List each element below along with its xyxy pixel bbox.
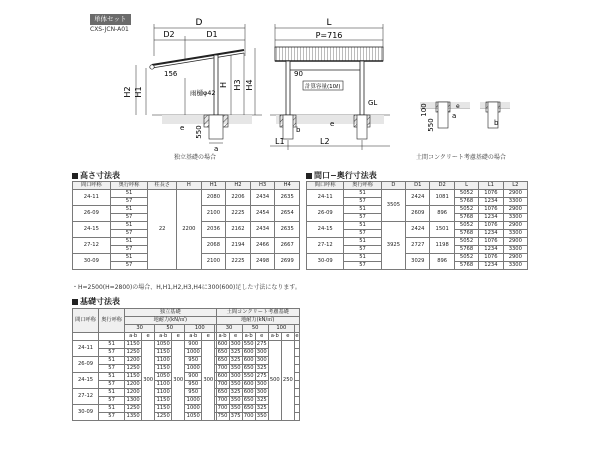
col-header: 奥行呼称 <box>99 309 125 333</box>
table-row: 30-09 51 3029 896 5052 1076 2900 <box>307 254 528 262</box>
col-header: 間口呼称 <box>73 182 111 190</box>
dim-L1: L1 <box>275 137 285 146</box>
col-header: H2 <box>226 182 251 190</box>
front-view <box>123 18 262 153</box>
table-row: 24-11 51 1150 300 1050 300 900 300 600 300 550 275 500 250 <box>73 341 300 349</box>
col-header: 奥行呼称 <box>344 182 381 190</box>
table-row: 27-12 51 2727 1198 5052 1076 2900 <box>307 238 528 246</box>
dim-H3: H3 <box>233 79 242 91</box>
dimension-diagram <box>0 0 600 170</box>
col-header: L1 <box>479 182 503 190</box>
col-header: 間口呼称 <box>73 309 99 333</box>
table-row: 27-12 51 1200 1100 950 650 325 600 300 <box>73 389 300 397</box>
col-header: H3 <box>250 182 275 190</box>
table-row: 26-09 51 1200 1100 950 650 325 600 300 <box>73 357 300 365</box>
dim-100: 100 <box>420 103 428 117</box>
height-table: 間口呼称 奥行呼称 柱長さ H H1 H2 H3 H4 24-11 51 22 2200 2080 2206 2434 2635 57 26-09 51 2100 2225 2454 2654 57 24-15 51 2036 2162 2434 2635 57 27-12 51 2068 2194 2466 2667 57 30-09 51 2100 2225 2498 2699 57 <box>72 181 300 270</box>
col-header: D1 <box>406 182 430 190</box>
caption-independent: 独立基礎の場合 <box>174 154 217 161</box>
col-header: 独立基礎 <box>125 309 216 317</box>
col-header: D <box>381 182 405 190</box>
dim-H2: H2 <box>123 86 132 98</box>
dim-L2: L2 <box>320 137 330 146</box>
col-header: D2 <box>430 182 454 190</box>
col-header: 奥行呼称 <box>110 182 148 190</box>
table-row: 24-15 51 1150 1050 900 600 300 550 275 <box>73 373 300 381</box>
col-header: 柱長さ <box>148 182 177 190</box>
dim-e-front: e <box>180 124 185 132</box>
dim-b-side: b <box>296 126 301 134</box>
dim-e-side: e <box>330 120 335 128</box>
slab-detail <box>420 102 510 132</box>
col-header: H4 <box>275 182 300 190</box>
table-row: 24-11 51 3505 2424 1081 5052 1076 2900 <box>307 190 528 198</box>
col-header: L2 <box>503 182 527 190</box>
span-table-title: 間口−奥行寸法表 <box>306 170 377 181</box>
dim-D1: D1 <box>206 30 218 39</box>
dim-D2: D2 <box>163 30 175 39</box>
table-row: 30-09 51 1250 1150 1000 700 350 650 325 <box>73 405 300 413</box>
col-header: 間口呼称 <box>307 182 344 190</box>
dim-90: 90 <box>294 70 303 78</box>
table-row: 24-11 51 22 2200 2080 2206 2434 2635 <box>73 190 300 198</box>
dim-550-small: 550 <box>427 118 435 132</box>
dim-550-front: 550 <box>195 125 203 139</box>
dim-P: P=716 <box>315 31 343 40</box>
side-view <box>270 18 390 150</box>
height-table-title: 高さ寸法表 <box>72 170 120 181</box>
height-note: ・H=2500(H=2800)の場合、H,H1,H2,H3,H4に300(600)足した寸法になります。 <box>72 284 301 291</box>
table-row: 27-12 51 2068 2194 2466 2667 <box>73 238 300 246</box>
table-row: 26-09 51 2609 896 5052 1076 2900 <box>307 206 528 214</box>
dim-a: a <box>214 145 219 153</box>
pillar-cell: 22 <box>148 190 177 270</box>
col-header: 土間コンクリート考慮基礎 <box>216 309 300 317</box>
col-header: H <box>177 182 202 190</box>
product-code: CXS-JCN-A01 <box>90 26 129 33</box>
span-table: 間口呼称 奥行呼称 D D1 D2 L L1 L2 24-11 51 3505 2424 1081 5052 1076 2900 57 5768 1234 3300 26-09 51 2609 896 5052 1076 2900 57 5768 1234 3300 24-15 51 3925 2424 1501 5052 1076 2900 57 5768 1234 3300 27-12 51 2727 1198 5052 1076 2900 57 5768 1234 3300 30-09 51 3029 896 5052 1076 2900 57 5768 1234 3300 <box>306 181 528 270</box>
dim-D: D <box>195 18 203 28</box>
dim-156: 156 <box>164 70 178 78</box>
dim-H4: H4 <box>245 79 254 91</box>
dim-L: L <box>326 18 332 28</box>
table-row: 30-09 51 2100 2225 2498 2699 <box>73 254 300 262</box>
dim-a-small: a <box>452 112 457 120</box>
table-row: 26-09 51 2100 2225 2454 2654 <box>73 206 300 214</box>
gutter-label: 雨樋φ42 <box>190 89 216 97</box>
table-row: 24-15 51 3925 2424 1501 5052 1076 2900 <box>307 222 528 230</box>
caption-slab: 土間コンクリート考慮基礎の場合 <box>416 154 506 161</box>
foundation-table-title: 基礎寸法表 <box>72 296 120 307</box>
foundation-table: 間口呼称 奥行呼称 独立基礎 土間コンクリート考慮基礎 地耐力(kN/㎡) 地耐力(kN/㎡) 30 50 100 30 50 100 a·b e a·b e a·b e a·b e a·b e a·b e e 24-11 51 1150 300 1050 300 900 300 600 300 550 275 500 250 57 1250 1150 1000 650 325 600 300 26-09 51 1200 1100 950 650 325 600 300 57 1250 1150 1000 700 350 650 325 24-15 51 1150 1050 900 600 300 550 275 57 1200 1100 950 700 350 600 300 27-12 51 1200 1100 950 650 325 600 300 57 1300 1150 1000 700 350 650 325 30-09 51 1250 1150 1000 700 350 650 325 57 1350 1250 1050 750 375 700 350 <box>72 308 300 421</box>
table-row: 24-15 51 2036 2162 2434 2635 <box>73 222 300 230</box>
dim-H: H <box>219 81 228 89</box>
set-badge: 単体セット <box>90 14 131 25</box>
dim-H1: H1 <box>134 86 143 98</box>
dim-b-small: b <box>494 119 499 127</box>
gauge-label: 計算容量(10ℓ) <box>305 84 341 90</box>
h-cell: 2200 <box>177 190 202 270</box>
gl-label: GL <box>368 99 378 107</box>
col-header: L <box>454 182 478 190</box>
dim-e-small: e <box>456 103 460 110</box>
col-header: H1 <box>201 182 226 190</box>
